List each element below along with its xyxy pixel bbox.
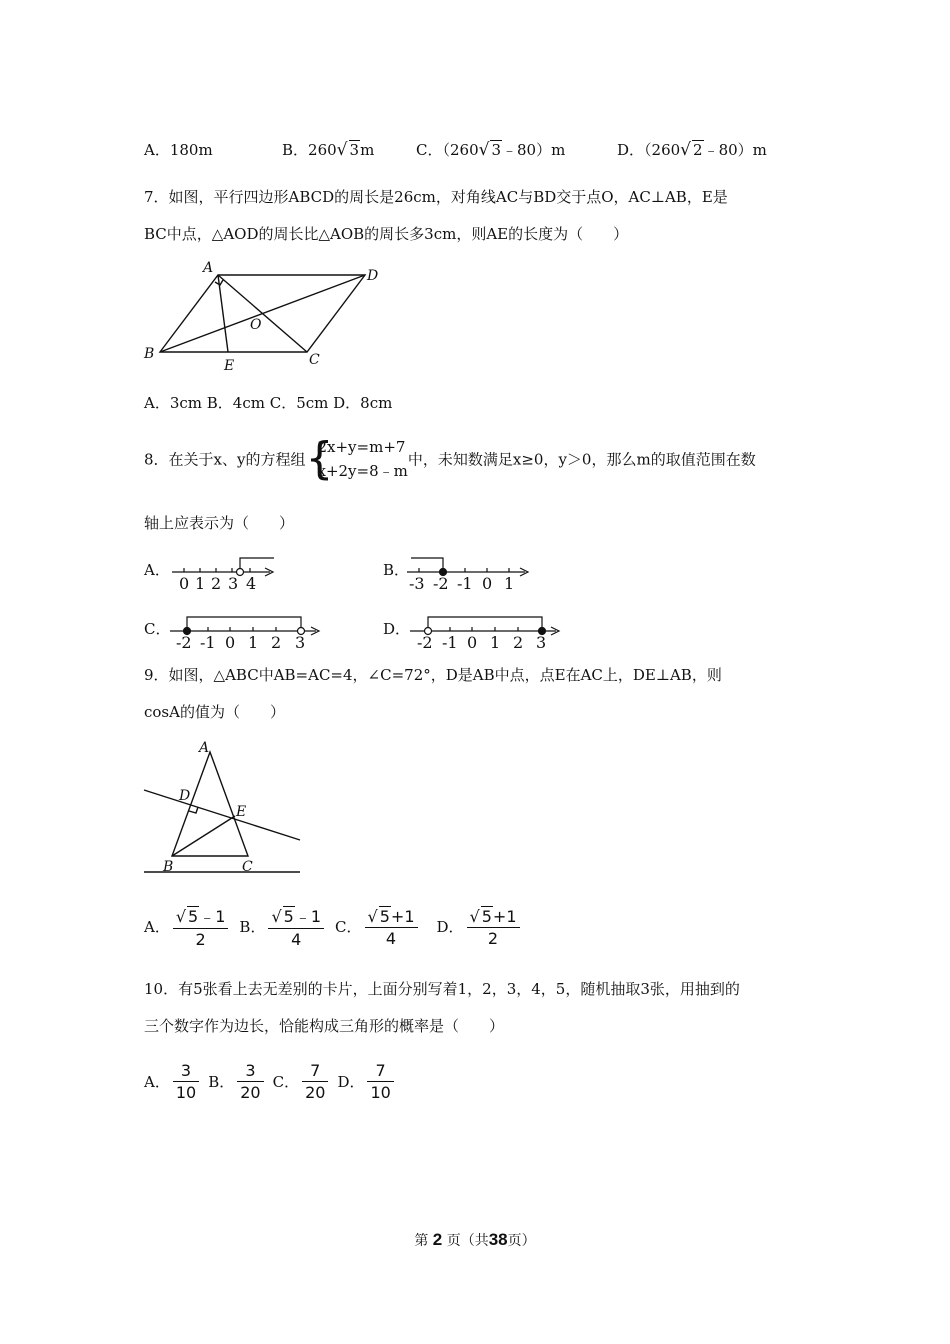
q10-line1: 10．有5张看上去无差别的卡片，上面分别写着1，2，3，4，5，随机抽取3张，用抽到的 [144, 980, 740, 998]
fraction: $\frac{7}{20}$ [302, 1061, 328, 1102]
label-a: A [199, 740, 210, 756]
svg-text:3: 3 [228, 574, 239, 593]
svg-text:-1: -1 [457, 574, 473, 593]
label-o: O [250, 317, 262, 333]
q10-options: A． $\frac{3}{10}$ B． $\frac{3}{20}$ C． $\frac{7}{20}$ D． $\frac{7}{10}$ [144, 1061, 397, 1102]
q6-option-d: D．（260√ 2﹣80）m [617, 140, 767, 160]
q7-line1: 7．如图，平行四边形ABCD的周长是26cm，对角线AC与BD交于点O，AC⊥AB，E是 [144, 188, 728, 206]
svg-text:-2: -2 [433, 574, 449, 593]
svg-text:0: 0 [179, 574, 190, 593]
q6-option-b: B．260√ 3m [282, 140, 375, 160]
segment-ae [218, 275, 228, 352]
svg-text:1: 1 [195, 574, 206, 593]
right-angle-mark [189, 807, 198, 813]
q8-option-a-numberline [170, 552, 285, 594]
svg-text:4: 4 [246, 574, 257, 593]
page-footer: 第 2 页（共38页） [414, 1230, 536, 1249]
equation-system: { 2x+y=m+7 x+2y=8﹣m [305, 433, 408, 484]
label-c: C [309, 352, 320, 368]
svg-text:-3: -3 [409, 574, 425, 593]
q8-option-b-numberline [405, 552, 535, 594]
q6-option-c: C．（260√ 3﹣80）m [416, 140, 566, 160]
q8-option-c-label: C． [144, 620, 171, 638]
fraction: $\frac{√ 5﹣1}{2}$ [173, 904, 229, 949]
q8-option-b-label: B． [383, 561, 410, 579]
svg-text:1: 1 [490, 633, 501, 652]
q7-line2: BC中点，△AOD的周长比△AOB的周长多3cm，则AE的长度为（ ） [144, 225, 629, 243]
svg-text:1: 1 [248, 633, 259, 652]
fraction: $\frac{7}{10}$ [367, 1061, 393, 1102]
svg-text:1: 1 [504, 574, 515, 593]
q7-options: A．3cm B．4cm C．5cm D．8cm [144, 394, 393, 412]
svg-text:2: 2 [513, 633, 524, 652]
label-c: C [242, 859, 253, 875]
label-b: B [144, 346, 155, 362]
svg-text:3: 3 [536, 633, 547, 652]
svg-text:0: 0 [482, 574, 493, 593]
label-e: E [236, 804, 247, 820]
svg-text:2: 2 [211, 574, 222, 593]
radical-sign: √ [478, 140, 490, 160]
q8-line1: 8．在关于x、y的方程组 { 2x+y=m+7 x+2y=8﹣m 中，未知数满足x≥0，y＞0，那么m的取值范围在数 [144, 433, 756, 484]
svg-text:3: 3 [295, 633, 306, 652]
brace-icon: { [305, 433, 334, 484]
q9-triangle-figure [140, 738, 310, 878]
range-bracket [428, 617, 542, 631]
q10-line2: 三个数字作为边长，恰能构成三角形的概率是（ ） [144, 1017, 505, 1035]
diagonal-bd [160, 275, 365, 352]
svg-text:0: 0 [225, 633, 236, 652]
label-d: D [179, 788, 191, 804]
q8-option-d-numberline [408, 611, 568, 653]
svg-text:-2: -2 [176, 633, 192, 652]
fraction: $\frac{3}{10}$ [173, 1061, 199, 1102]
q7-parallelogram-figure [140, 258, 390, 378]
label-d: D [367, 268, 379, 284]
line-de [144, 790, 300, 840]
q9-line1: 9．如图，△ABC中AB=AC=4，∠C=72°，D是AB中点，点E在AC上，DE⊥AB，则 [144, 666, 722, 684]
q6-option-a: A．180m [144, 141, 213, 159]
q8-option-a-label: A． [144, 561, 170, 579]
svg-text:2: 2 [271, 633, 282, 652]
fraction: $\frac{3}{20}$ [237, 1061, 263, 1102]
fraction: $\frac{√ 5+1}{4}$ [365, 906, 418, 948]
range-bracket [411, 558, 443, 572]
q8-line2: 轴上应表示为（ ） [144, 514, 295, 532]
q9-line2: cosA的值为（ ） [144, 703, 285, 721]
svg-text:0: 0 [467, 633, 478, 652]
svg-text:-1: -1 [442, 633, 458, 652]
range-bracket [187, 617, 301, 631]
svg-text:-2: -2 [417, 633, 433, 652]
label-a: A [203, 260, 214, 276]
fraction: $\frac{√ 5+1}{2}$ [467, 906, 520, 948]
svg-text:-1: -1 [200, 633, 216, 652]
label-b: B [163, 859, 174, 875]
segment-be [172, 816, 235, 856]
label-e: E [224, 358, 235, 374]
q8-option-d-label: D． [383, 620, 411, 638]
fraction: $\frac{√ 5﹣1}{4}$ [268, 904, 324, 949]
radical-sign: √ [680, 140, 692, 160]
q8-option-c-numberline [168, 611, 328, 653]
q9-options: A． $\frac{√ 5﹣1}{2}$ B． $\frac{√ 5﹣1}{4}$ C． $\frac{√ 5+1}{4}$ D． $\frac{√ 5+1}{2}$ [144, 904, 523, 949]
radical-sign: √ [336, 140, 348, 160]
